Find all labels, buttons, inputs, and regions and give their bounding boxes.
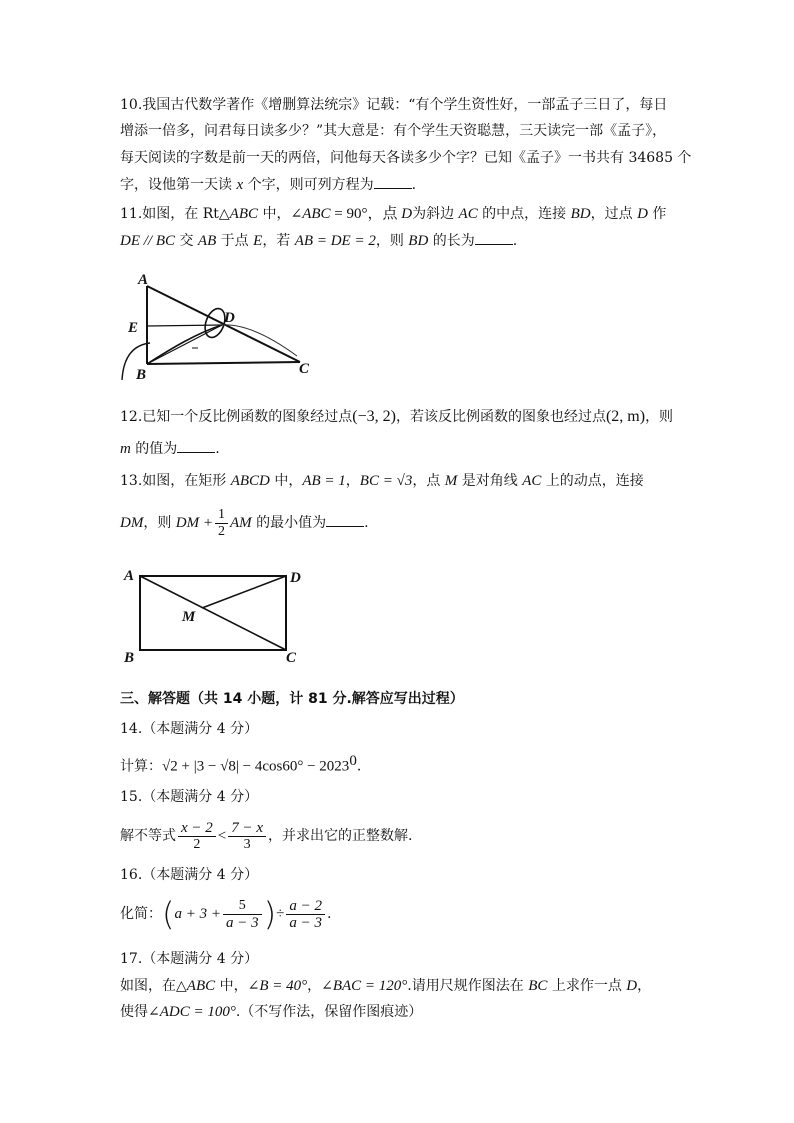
section-3-title: 三、解答题（共 14 小题，计 81 分.解答应写出过程）: [120, 691, 464, 707]
label-D: D: [290, 570, 301, 586]
q10-line-4: 字，设他第一天读 x 个字，则可列方程为 .: [120, 177, 417, 193]
q17-line-2: 使得∠ADC = 100°.（不写作法，保留作图痕迹）: [120, 1004, 423, 1020]
label-E: E: [128, 320, 139, 336]
q10-line-3: 每天阅读的字数是前一天的两倍，问他每天各读多少个字？已知《孟子》一书共有 34685 个: [120, 150, 692, 166]
q13-line-2: DM，则 DM + $\frac{1}{2}$ AM 的最小值为 .: [120, 506, 369, 539]
label-C: C: [299, 361, 310, 377]
q16-header: 16.（本题满分 4 分）: [120, 867, 259, 883]
fraction-2: $\frac{a - 2}{a - 3}$: [286, 898, 325, 931]
q11-figure: [112, 268, 322, 386]
q17-line-1: 如图，在△ABC 中，∠B = 40°，∠BAC = 120°.请用尺规作图法在 BC 上求作一点 D，: [120, 978, 652, 994]
fraction-1: $\frac{5}{a - 3}$: [223, 898, 262, 931]
label-C: C: [286, 650, 297, 666]
answer-blank: [177, 440, 215, 453]
fraction-2: $\frac{7 - x}{3}$: [228, 820, 266, 853]
q17-header: 17.（本题满分 4 分）: [120, 951, 259, 967]
fraction-half: $\frac{1}{2}$: [215, 507, 228, 540]
q14-header: 14.（本题满分 4 分）: [120, 721, 259, 737]
label-B: B: [124, 650, 135, 666]
label-A: A: [138, 272, 149, 288]
q15-body: 解不等式 $\frac{x - 2}{2}$ < $\frac{7 - x}{3}$ ，并求出它的正整数解.: [120, 819, 413, 852]
label-A: A: [124, 568, 135, 584]
q13-line-1: 13.如图，在矩形 ABCD 中，AB = 1，BC = √3，点 M 是对角线 AC 上的动点，连接: [120, 473, 644, 489]
fraction-1: $\frac{x - 2}{2}$: [178, 820, 216, 853]
label-D: D: [224, 310, 235, 326]
label-M: M: [182, 609, 196, 625]
q13-figure: [118, 562, 314, 670]
q10-line-2: 增添一倍多，问君每日读多少？”其大意是：有个学生天资聪慧，三天读完一部《孟子》，: [120, 123, 667, 139]
q16-body: 化简：(a + 3 + $\frac{5}{a - 3}$ )÷ $\frac{a - 2}{a - 3}$ .: [120, 895, 332, 933]
seg-ED: [147, 325, 222, 326]
q10-line-1: 10.我国古代数学著作《增删算法统宗》记载：“有个学生资性好，一部孟子三日了，每日: [120, 97, 668, 113]
answer-blank: [326, 514, 364, 527]
answer-blank: [374, 176, 412, 189]
seg-BC: [147, 362, 300, 364]
answer-blank: [475, 232, 513, 245]
q11-line-2: DE // BC 交 AB 于点 E，若 AB = DE = 2，则 BD 的长为 .: [120, 233, 518, 249]
q15-header: 15.（本题满分 4 分）: [120, 789, 259, 805]
seg-DM: [202, 576, 286, 608]
q11-line-1: 11.如图，在 Rt△ABC 中，∠ABC = 90°，点 D为斜边 AC 的中点，连接 BD，过点 D 作: [120, 206, 667, 222]
q12-line-2: m 的值为 .: [120, 441, 220, 457]
label-B: B: [136, 367, 147, 383]
q12-line-1: 12.已知一个反比例函数的图象经过点(−3, 2)，若该反比例函数的图象也经过点(2, m)，则: [120, 408, 674, 425]
seg-AC: [140, 576, 286, 650]
q14-body: 计算：$√2 + |3 - √8| - 4\cos 60^\circ - 2023^0$.: [120, 753, 362, 775]
seg-BD-2: [147, 325, 222, 364]
